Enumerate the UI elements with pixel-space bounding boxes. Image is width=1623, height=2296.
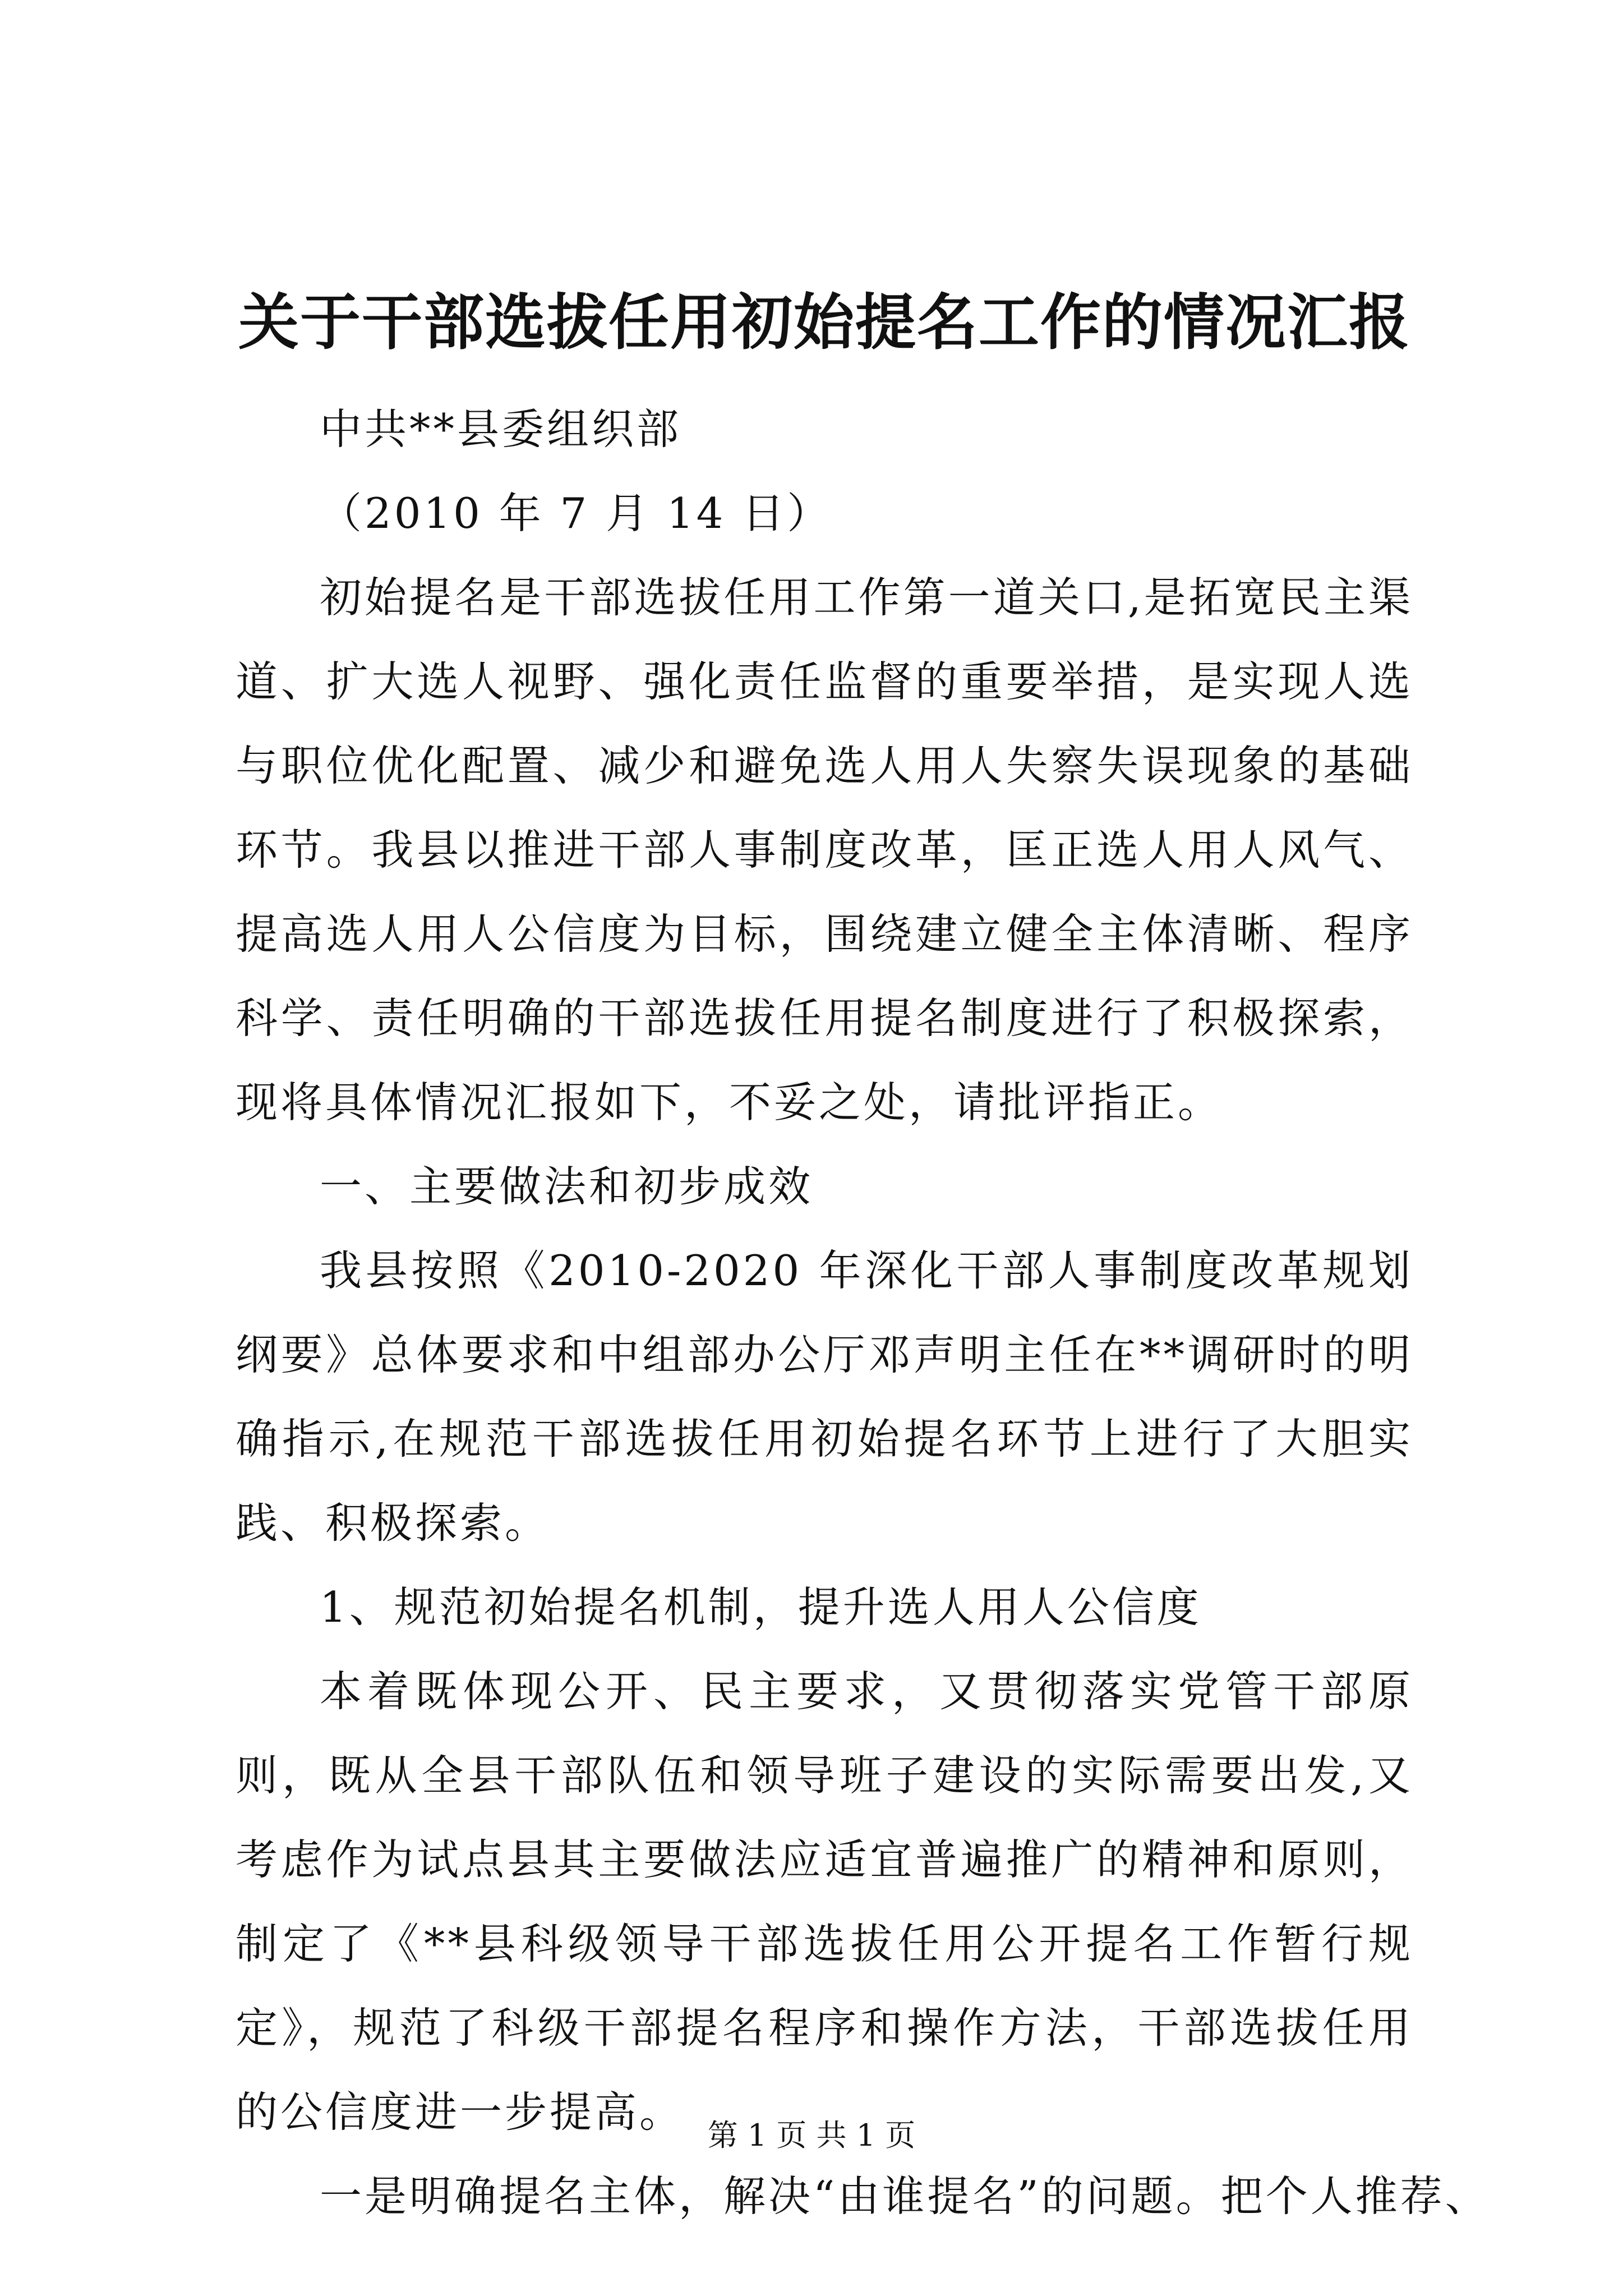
author-line: 中共**县委组织部 [320, 404, 682, 454]
document-body [236, 387, 1490, 2238]
body-paragraph: 我县按照《2010-2020 年深化干部人事制度改革规划纲要》总体要求和中组部办公厅邓声明主任在**调研时的明确指示,在规范干部选拔任用初始提名环节上进行了大胆实践、积极探索。 [236, 1246, 1413, 1548]
page-number-footer: 第 1 页 共 1 页 [707, 2118, 916, 2153]
subsection-heading: 1、规范初始提名机制，提升选人用人公信度 [320, 1582, 1202, 1632]
body-paragraph: 一是明确提名主体，解决“由谁提名”的问题。把个人推荐、 [320, 2171, 1490, 2221]
intro-paragraph: 初始提名是干部选拔任用工作第一道关口,是拓宽民主渠道、扩大选人视野、强化责任监督的重要举措，是实现人选与职位优化配置、减少和避免选人用人失察失误现象的基础环节。我县以推进干部人事制度改革，匡正选人用人风气、提高选人用人公信度为目标，围绕建立健全主体清晰、程序科学、责任明确的干部选拔任用提名制度进行了积极探索，现将具体情况汇报如下，不妥之处，请批评指正。 [236, 573, 1413, 1127]
date-line: （2010 年 7 月 14 日） [320, 489, 832, 538]
body-paragraph: 本着既体现公开、民主要求，又贯彻落实党管干部原则，既从全县干部队伍和领导班子建设的实际需要出发,又考虑作为试点县其主要做法应适宜普遍推广的精神和原则，制定了《**县科级领导干部选拔任用公开提名工作暂行规定》，规范了科级干部提名程序和操作方法，干部选拔任用的公信度进一步提高。 [236, 1667, 1413, 2137]
section-heading: 一、主要做法和初步成效 [320, 1162, 814, 1211]
document-title: 关于干部选拔任用初始提名工作的情况汇报 [238, 287, 1410, 358]
